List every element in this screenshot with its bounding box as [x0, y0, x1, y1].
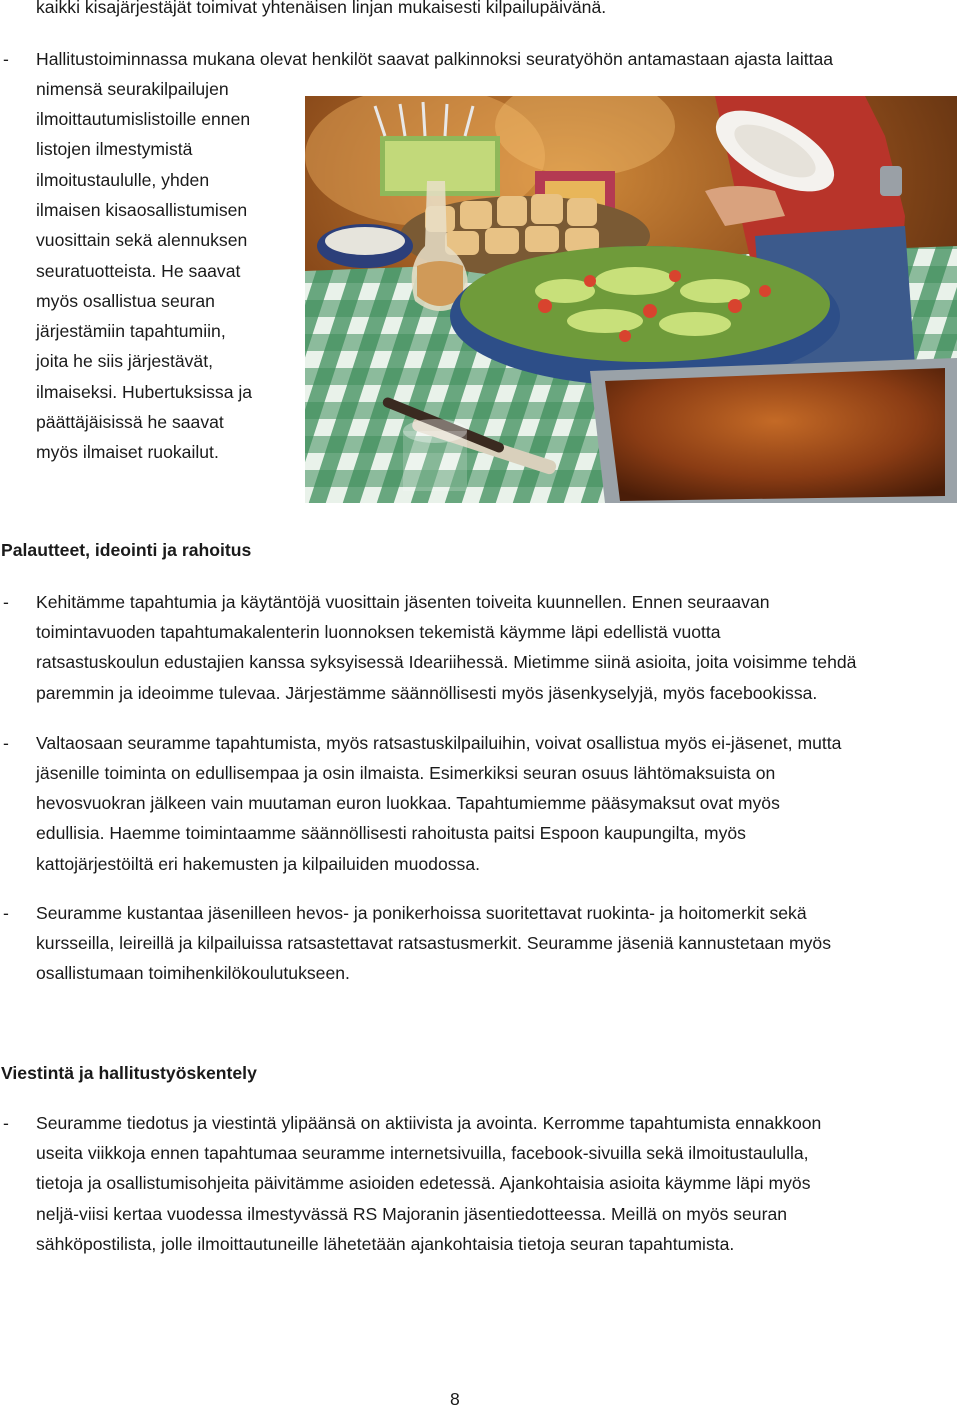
bullet-marker: -: [3, 903, 9, 923]
paragraph-line: Hallitustoiminnassa mukana olevat henkilöt saavat palkinnoksi seuratyöhön antamastaan ajasta laittaa: [36, 49, 834, 69]
paragraph-line: joita he siis järjestävät,: [36, 351, 213, 371]
bullet-marker: -: [3, 49, 9, 69]
paragraph-line: useita viikkoja ennen tapahtumaa seuramme internetsivuilla, facebook-sivuilla sekä ilmoitustaululla,: [36, 1143, 809, 1163]
buffet-photo-icon: [305, 96, 957, 503]
paragraph-line: neljä-viisi kertaa vuodessa ilmestyvässä RS Majoranin jäsentiedotteessa. Meillä on myös seuran: [36, 1204, 788, 1224]
paragraph-line: sähköpostilista, jolle ilmoittautuneille lähetetään ajankohtaisia tietoja seuran tapahtumista.: [36, 1234, 735, 1254]
paragraph-line: päättäjäisissä he saavat: [36, 412, 224, 432]
paragraph-line: listojen ilmestymistä: [36, 139, 193, 159]
bullet-marker: -: [3, 1113, 9, 1133]
paragraph-line: kattojärjestöiltä eri hakemusten ja kilpailuiden muodossa.: [36, 854, 480, 874]
paragraph-line: myös ilmaiset ruokailut.: [36, 442, 219, 462]
bullet-marker: -: [3, 733, 9, 753]
section-heading: Viestintä ja hallitustyöskentely: [1, 1063, 257, 1083]
paragraph-line: kursseilla, leireillä ja kilpailuissa ratsastettavat ratsastusmerkit. Seuramme jäseniä kannustetaan myös: [36, 933, 831, 953]
paragraph-line: osallistumaan toimihenkilökoulutukseen.: [36, 963, 350, 983]
paragraph-line: ilmaisen kisaosallistumisen: [36, 200, 248, 220]
paragraph-line: seuratuotteista. He saavat: [36, 261, 241, 281]
paragraph-line: paremmin ja ideoimme tulevaa. Järjestämme säännöllisesti myös jäsenkyselyjä, myös facebookissa.: [36, 683, 818, 703]
paragraph-line: järjestämiin tapahtumiin,: [36, 321, 226, 341]
continued-text: kaikki kisajärjestäjät toimivat yhtenäisen linjan mukaisesti kilpailupäivänä.: [36, 0, 607, 17]
buffet-photo: [305, 96, 957, 503]
paragraph-line: nimensä seurakilpailujen: [36, 79, 229, 99]
paragraph-line: jäsenille toiminta on edullisempaa ja osin ilmaista. Esimerkiksi seuran osuus lähtömaksuista on: [36, 763, 776, 783]
paragraph-line: ratsastuskoulun edustajien kanssa syksyisessä Ideariihessä. Mietimme siinä asioita, joita voisimme tehdä: [36, 652, 857, 672]
paragraph-line: hevosvuokran jälkeen vain muutaman euron luokkaa. Tapahtumiemme pääsymaksut ovat myös: [36, 793, 780, 813]
section-heading: Palautteet, ideointi ja rahoitus: [1, 540, 252, 560]
paragraph-line: Seuramme kustantaa jäsenilleen hevos- ja ponikerhoissa suoritettavat ruokinta- ja hoitomerkit sekä: [36, 903, 807, 923]
paragraph-line: Kehitämme tapahtumia ja käytäntöjä vuosittain jäsenten toiveita kuunnellen. Ennen seuraavan: [36, 592, 770, 612]
paragraph-line: tietoja ja osallistumisohjeita päivitämme asioiden edetessä. Ajankohtaisia asioita käymme läpi myös: [36, 1173, 811, 1193]
page-number: 8: [450, 1389, 460, 1409]
paragraph-line: ilmoittautumislistoille ennen: [36, 109, 251, 129]
paragraph-line: Valtaosaan seuramme tapahtumista, myös ratsastuskilpailuihin, voivat osallistua myös ei-jäsenet, mutta: [36, 733, 842, 753]
paragraph-line: myös osallistua seuran: [36, 291, 215, 311]
paragraph-line: edullisia. Haemme toimintaamme säännöllisesti rahoitusta paitsi Espoon kaupungilta, myös: [36, 823, 746, 843]
bullet-marker: -: [3, 592, 9, 612]
paragraph-line: ilmoitustaululle, yhden: [36, 170, 210, 190]
paragraph-line: toimintavuoden tapahtumakalenterin luonnoksen tekemistä käymme läpi edellistä vuotta: [36, 622, 721, 642]
paragraph-line: ilmaiseksi. Hubertuksissa ja: [36, 382, 253, 402]
paragraph-line: vuosittain sekä alennuksen: [36, 230, 248, 250]
paragraph-line: Seuramme tiedotus ja viestintä ylipäänsä on aktiivista ja avointa. Kerromme tapahtumista ennakkoon: [36, 1113, 822, 1133]
